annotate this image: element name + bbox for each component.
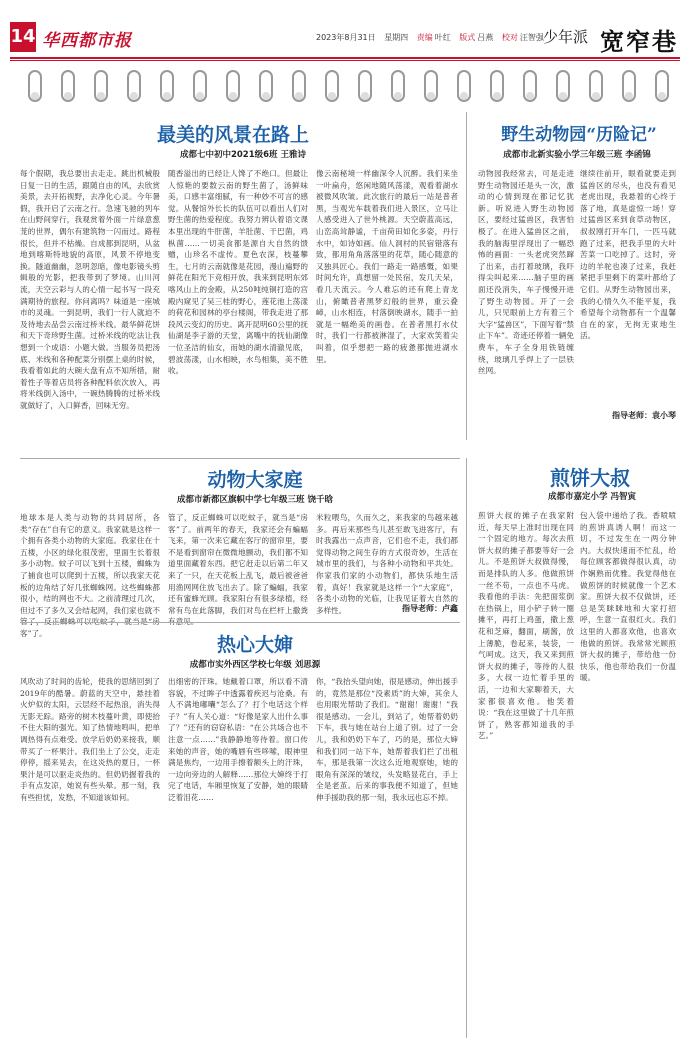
proof-label: 校对 [501,33,518,42]
article-title: 热心大婶 [216,634,293,656]
editor-credit [417,33,451,42]
article-column: 你，“我抬头望向她，很是感动，伸出援手的，竟然是那位“没素质”的大婶，其余人也用眼光帮助了我们。“谢谢！谢谢！”我很是感动。一会儿，到站了，她帮着奶奶下车，我与她在站台上道了别。过了一会儿，我和奶奶下车了，巧的是，那位大婶和我们同一站下车，她帮着我们拦了出租车，那是我第一次这么近地观察她，她的眼角有深深的皱纹，头发略显花白，手上全是老茧。后来的事我便不知道了，但她伸手援助我的那一刻，我永远也忘不掉。 [316,677,458,802]
article-column: 出细密的汗珠。她戴着口罩，所以看不清容貌，不过眸子中透露着疾迟与沧桑。有人不满地嘟囔“怎么了？打个电话这个样子？”有人关心道：“好像是家人出什么事了？”还有的窃窃私语：“在公共场合也不注意一点……”我静静地等待着。窗口传来她的声音，她的嘴唇有些哆嗦，眼神里满是焦灼，一边用手擦着额头上的汗珠，一边向旁边的人解释……那位大婶终于打完了电话，车厢里恢复了安静，她的眼睛泛着泪花…… [168,677,308,802]
spiral-hole [196,92,204,100]
article-byline: 成都市北新实验小学三年级三班 李函锦 [503,150,651,160]
article-byline: 成都市实外西区学校七年级 刘思源 [189,660,321,670]
article-column: 动物园我经常去，可是走进野生动物园还是头一次，激动的心情到现在都记忆犹新。听说进入野生动物园区，要经过猛兽区，我害怕极了。在进入猛兽区之前，我的脑海里浮现出了一幅恐怖的画面：一头老虎突然蹿了出来，击打着玻璃，我吓得尖叫起来……脑子里的画面还没消失，车子慢慢开进了野生动物园。开了一会儿，只见眼前上方有着三个大字“猛兽区”，下面写着“禁止下车”。奇迹还停着一辆免费车，车子全身用铁链缠绕，玻璃几乎焊上了一层铁丝网。 [478,169,574,376]
notebook-spiral-decoration [20,70,670,106]
spiral-hole [31,92,39,100]
spiral-hole [163,92,171,100]
article-column: 管了，反正蜘蛛可以吃蚊子，就当是“房客”了。前两年的春天，我家还会有蝙蝠飞来，第一次来它藏在客厅的窗帘里，要不是看到窗帘在微微地颤动，我们都不知道里面藏着东西。把它赶走以后第二年又来了一只，在天花板上乱飞，最后被爸爸用渔网网住放飞出去了。除了蝙蝠，我家还有蜜蜂光顾。我家阳台有很多绿植，经常有鸟在此落脚，我们对鸟在栏杆上撒粪 [168,513,308,615]
article-title: 动物大家庭 [207,469,303,491]
spiral-hole [625,92,633,100]
spiral-hole [427,92,435,100]
article-column: 煎饼大叔的摊子在我家附近，每天早上准时出现在同一个固定的地方。每次去煎饼大叔的摊子都要等好一会儿。不是煎饼大叔做得慢，而是排队的人多。他做煎饼一丝不苟，一点也不马虎。我看他的手法：先把面浆倒在热锅上，用小铲子转一圈摊平，再打上鸡蛋，撒上葱花和芝麻，翻面，刷酱，放上薄脆，卷起来，装袋，一气呵成。这天，我又来到煎饼大叔的摊子，等待的人很多，大叔一边忙着手里的活，一边和大家聊着天，大家都很喜欢他。他笑着说：“我在这里做了十几年煎饼了，熟客都知道我的手艺。” [478,511,574,741]
spiral-hole [361,92,369,100]
section-divider [20,622,460,623]
article-column: 风吹动了时间的齿轮，使我的思绪回到了2019年的酷暑。蔚蓝的天空中，悬挂着火炉似的太阳，云层经不起热浪，消失得无影无踪。路旁的树木枝蔓叶黄，即使抬不住大阳的强光。知了热情地鸣叫，把单调热得有点难受。放学后奶奶来接我，顺带买了一杯果汁。我们坐上了公交，走走停停，摇来晃去，在这炎热的夏日，一杯果汁是可以驱走炎热的。但奶奶握着我的手有点发凉，她说有些头晕。那一刻，我有些担忧，发愁，不知道该如何。 [20,677,160,802]
spiral-hole [97,92,105,100]
article-byline: 成都市嘉定小学 冯智寅 [548,492,636,502]
layout-label: 版式 [459,33,476,42]
section-subtitle: 少年派 [543,28,589,46]
editor-name: 叶红 [434,33,451,42]
article-column: 包入袋中递给了我。香喷喷的煎饼真诱人啊！而这一切，不过发生在一两分钟内。大叔快速而不忙乱，给每位顾客都做得很认真，动作娴熟而优雅。我觉得他在做煎饼的时候就像一个艺术家。煎饼大叔不仅做饼，还总是笑眯眯地和大家打招呼，生意一直很红火。我们这里的人都喜欢他，也喜欢他做的煎饼。我常常光顾煎饼大叔的摊子，带给他一份快乐，他也带给我们一份温暖。 [580,511,676,683]
column-divider [466,112,467,440]
article-column: 继续往前开，眼看就要走到猛兽区的尽头，也没有看见老虎出现，我悬着的心终于落了地，真是虚惊一场！穿过猛兽区来到食草动物区，叔叔刚打开车门，一匹马就跑了过来，把我手里的大叶苦菜一口吃掉了。这时，旁边的羊驼也凑了过来，我赶紧把手里剩下的菜叶都给了它们。从野生动物园出来，我的心情久久不能平复，我希望每个动物都有一个温馨自在的家，无拘无束地生活。 [580,169,676,341]
issue-date: 2023年8月31日 [316,33,376,42]
spiral-hole [229,92,237,100]
page-header [10,22,680,56]
article-column: 每个假期，我总要出去走走。跳出机械般日复一日的生活，跟随自由的风，去欣赏美景，去开拓视野，去净化心灵。今年暑假，我开启了云南之行。急速飞驰的列车在山野间穿行，我观赏着外面一片绿意葱茏的世界，偶尔有建筑物一闪而过。路程很长，但并不枯燥。自成都到昆明，从盆地到喀斯特地貌的高原，风景不停地变换。隧道幽幽，忽明忽暗，像电影镜头剪辑般的光影，把我带到了梦境。山川河流，天空云彩与人的心情一起书写一段充满期待的旅程。你问离吗？味道是一座城市的灵魂。一到昆明，我们一行人就迫不及待地去品尝云南过桥米线。最华鲜花饼和天下奇珍野生菌。过桥米线的吃法让我想到一个成语：小题大做。当服务员把汤底、米线和各种配菜分别摆上桌的时候，我看着如此的大碗大盘有点不知所措，耐着性子等着店员将各种配料依次放入，再将米线倒入汤中，一碗热腾腾的过桥米线就做好了，入口鲜香，回味无穷。 [20,169,160,410]
spiral-hole [295,92,303,100]
layout-name: 吕燕 [477,33,494,42]
proof-credit [502,33,544,42]
spiral-hole [394,92,402,100]
spiral-hole [460,92,468,100]
spiral-hole [592,92,600,100]
section-divider [20,458,460,459]
page-number: 14 [10,22,36,52]
spiral-hole [658,92,666,100]
proof-name: 汪智强 [519,33,544,42]
spiral-hole [526,92,534,100]
article-byline: 成都七中初中2021级6班 王雅诗 [179,150,307,160]
article-teacher: 指导老师：卢鑫 [402,604,458,613]
article-column: 随香溢出的已经让人馋了不绝口。但最让人惊艳的要数云南的野生菌了，汤鲜味美，口感丰富细腻，有一种妙不可言的感觉。从餐馆外长长的队伍可以看出人们对野生菌的热爱程度。我努力辨认着语文课本里出现的牛肝菌，羊肚菌、干巴菌，鸡枞菌……一切美食都是源自大自然的馈赠，山珍名不虚传。夏色农深，枝蔓攀生，七月的云南就像是花园，漫山遍野的鲜花在阳光下竞相开放，我来到昆明东郊喀风山上的金殿，从250吨纯铜打造的宫殿内窥见了吴三桂的野心，莲花池上荡漾的荷花和园林的亭台楼阁，带我走进了那段风云变幻的历史。离开昆明60公里的抚仙湖是李子游的天堂，离嘴中的抚仙湖像一位圣洁的仙女，而她的湖水清澈见底，碧波荡漾，山水相映，水鸟相集，美不胜收。 [168,169,308,376]
spiral-hole [328,92,336,100]
spiral-hole [559,92,567,100]
spiral-hole [130,92,138,100]
article-title: 野生动物园“历险记” [501,125,657,145]
spiral-hole [262,92,270,100]
header-divider [10,57,680,59]
editor-label: 责编 [416,33,433,42]
article-title: 最美的风景在路上 [156,124,309,146]
section-title: 宽窄巷 [600,27,678,56]
header-divider-thin [10,60,680,61]
spiral-hole [493,92,501,100]
spiral-hole [64,92,72,100]
layout-credit [459,33,493,42]
newspaper-logo: 华西都市报 [42,31,132,51]
issue-weekday: 星期四 [384,33,409,42]
article-byline: 成都市新都区旗帜中学七年级三班 饶千晗 [177,495,333,505]
header-meta [316,32,550,43]
article-column: 地球本是人类与动物的共同居所，各类“存在”自有它的意义。我家就是这样一个拥有各类小动物的大家庭。我家住在十五楼，小区的绿化很茂密，里面生长着很多小动物。蚊子可以飞到十五楼，蜘蛛为了捕食也可以爬到十五楼，所以我家天花板的边角结了好几张蜘蛛网。这些蜘蛛都很小，结的网也不大。之前清理过几次，但过不了多久又会结起网，我们家也就不 客”了。 [20,513,160,638]
column-divider [466,458,467,1038]
article-column: 米粒喂鸟，久而久之，来我家的鸟越来越多。再后来那些鸟儿甚至敢飞进客厅，有时我露出一点声音，它们也不走，我们都觉得动物之间生存的方式很奇妙，生活在城市里的我们，与各种小动物和平共处。你家我们家的小动物们，都快乐地生活着，真好！我家就是这样一个“大家庭”，各类小动物的光临，让我见证着大自然的多样性。 [316,513,458,615]
article-title: 煎饼大叔 [550,466,630,490]
article-column: 像云南秘境一样幽深令人沉醉。我们来坐一叶扁舟，悠闲地随风荡漾，观看着湖水被微风吹皱。此次旅行的最后一站是普者黑，当观光车载着我们进入景区，立马让人感受进入了世外桃源。天空蔚蓝高远，山峦高耸静谧，千亩荷田如化多姿，丹行水中，如诗如画。仙人洞村的民宿错落有致，都用角角落落里的花草，随心随意的又独具匠心。我们一路走一路感慨，如果时间允许，真想留一处民宿，发几天呆，看几天流云。今人难忘的还有爬上青龙山，俯瞰普者黑梦幻般的世界，重云叠嶂，山水相连，村落倒映湖水，随手一拍就是一幅绝美的画卷。在普者黑打水仗时，我们一行都被淋湿了，大家欢笑着尖叫着，似乎想把一路的疲惫都抛进湖水里。 [316,169,458,364]
article-teacher: 指导老师：袁小琴 [612,411,676,420]
